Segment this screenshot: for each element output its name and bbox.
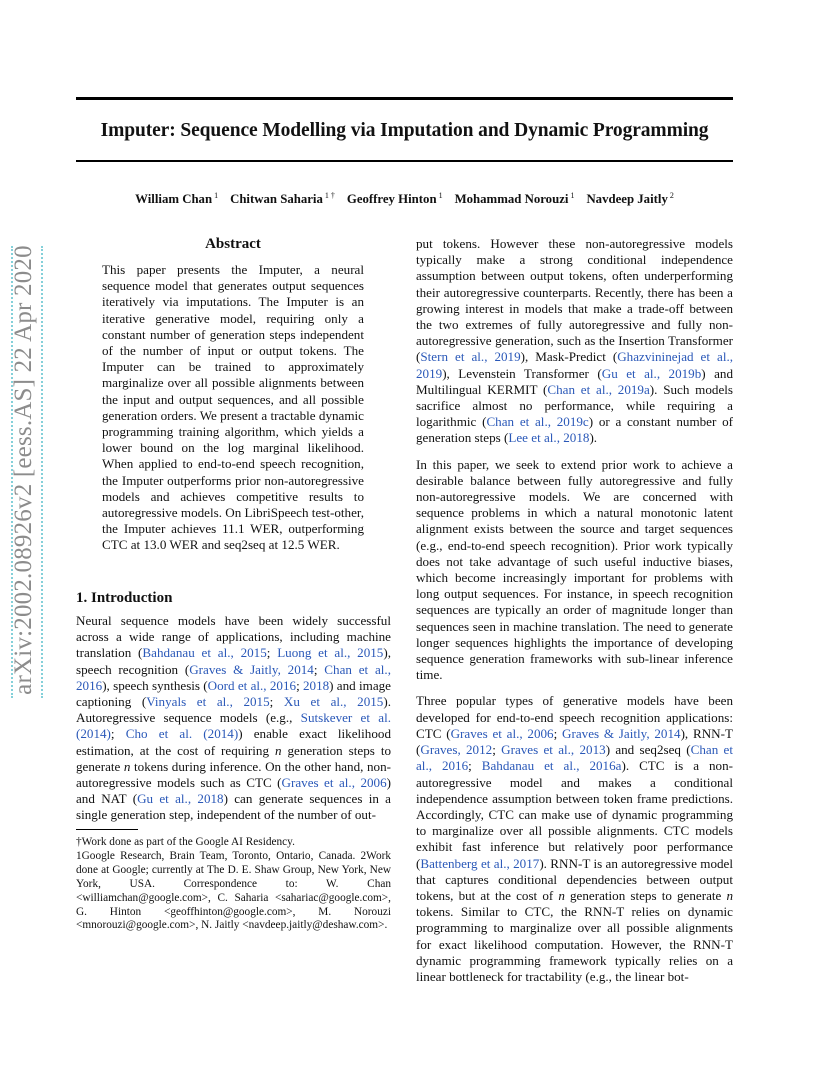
abstract-heading: Abstract — [205, 236, 261, 252]
text-run: ; — [313, 661, 325, 677]
citation-link[interactable]: Cho et al. (2014) — [125, 726, 239, 742]
author-name: Geoffrey Hinton $^1$ — [346, 191, 443, 206]
text-run: ) and Multilingual KERMIT ( — [416, 365, 733, 397]
text-run: ; — [269, 694, 284, 710]
citation-link[interactable]: Stern et al., 2019 — [420, 349, 521, 365]
text-run: ). Autoregressive sequence models (e.g., — [76, 694, 391, 726]
right-column-text — [416, 236, 733, 995]
citation-link[interactable]: Lee et al., 2018 — [508, 430, 590, 446]
author-affiliation-mark: 2 — [667, 191, 674, 200]
text-run: ). RNN-T is an autoregressive model that captures conditional dependencies between output tokens, but at the cost of — [416, 855, 733, 903]
paragraph — [416, 693, 733, 985]
citation-link[interactable]: Ghazvininejad et al., 2019 — [416, 349, 734, 381]
math-variable: n — [726, 887, 733, 903]
text-run: ; — [110, 726, 126, 742]
citation-link[interactable]: Oord et al., 2016 — [207, 677, 297, 693]
paragraph — [416, 457, 733, 684]
text-run: generation steps to generate — [564, 887, 727, 903]
citation-link[interactable]: Xu et al., 2015 — [283, 694, 384, 710]
citation-link[interactable]: Bahdanau et al., 2016a — [481, 758, 622, 774]
author-affiliation-mark: 1 — [436, 191, 443, 200]
text-run: ; — [553, 725, 563, 741]
text-run: ), Mask-Predict ( — [520, 349, 618, 365]
citation-link[interactable]: Chan et al., 2019a — [547, 381, 650, 397]
text-run: ). CTC is a non-autoregressive model and makes a conditional independence assumption between token frame predictions. Accordingly, CTC can make use of dynamic programming to marginalize over all possible alignments. CTC models exhibit fast inference but relatively poor performance ( — [416, 758, 733, 871]
citation-link[interactable]: 2018 — [302, 677, 330, 693]
text-run: ), speech recognition ( — [76, 645, 391, 677]
citation-link[interactable]: Graves et al., 2006 — [281, 775, 387, 791]
citation-link[interactable]: Chan et al., 2016 — [76, 661, 391, 693]
section-heading-introduction: 1. Introduction — [76, 590, 173, 606]
math-variable: n — [274, 742, 282, 758]
introduction-text — [76, 613, 391, 824]
text-run: ; — [266, 645, 278, 661]
text-run: ). — [589, 430, 598, 446]
text-run: Neural sequence models have been widely successful across a wide range of applications, including machine translation ( — [76, 613, 391, 661]
author-name: William Chan $^1$ — [135, 191, 219, 206]
citation-link[interactable]: Graves et al., 2013 — [501, 742, 606, 758]
footnote-affiliations: 1Google Research, Brain Team, Toronto, Ontario, Canada. 2Work done at Google; currently at The D. E. Shaw Group, New York, New York, USA. Correspondence to: W. Chan <williamchan@google.com>, C. Saharia <sahariac@google.com>, G. Hinton <geoffhinton@google.com>, M. Norouzi <mnorouzi@google.com>, N. Jaitly <navdeep.jaitly@deshaw.com>. — [76, 849, 391, 932]
text-run: tokens during inference. On the other hand, non-autoregressive models such as CTC ( — [76, 758, 391, 791]
text-run: ; — [468, 758, 482, 774]
text-run: ; — [492, 742, 502, 758]
footnote-residency: †Work done as part of the Google AI Residency. — [76, 836, 295, 848]
citation-link[interactable]: Battenberg et al., 2017 — [420, 855, 540, 871]
text-run: ) can generate sequences in a single generation step, independent of the number of out- — [76, 791, 391, 823]
text-run: generation steps to generate — [76, 742, 391, 774]
title-top-rule — [76, 97, 733, 100]
citation-link[interactable]: Gu et al., 2018 — [137, 791, 224, 807]
citation-link[interactable]: Bahdanau et al., 2015 — [142, 645, 267, 661]
footnote-rule — [76, 829, 138, 830]
text-run: In this paper, we seek to extend prior work to achieve a desirable balance between fully autoregressive and fully non-autoregressive models. We are concerned with sequence problems in which a natural monotonic latent alignment exists between the source and target sequences (e.g., end-to-end speech recognition). Prior work typically does not take advantage of such useful inductive biases, which become increasingly important for problems with long output sequences. For instance, in speech recognition sequences are typically an order of magnitude longer than sequences seen in machine translation. The need to generate longer sequences highlights the importance of developing sequence generation frameworks with sub-linear inference time. — [416, 456, 733, 683]
text-run: ), RNN-T ( — [416, 725, 733, 758]
text-run: ), speech synthesis ( — [102, 677, 208, 693]
citation-link[interactable]: Chan et al., 2019c — [486, 414, 589, 430]
author-affiliation-mark: 1 — [212, 191, 219, 200]
citation-link[interactable]: Gu et al., 2019b — [601, 365, 702, 381]
text-run: put tokens. However these non-autoregressive models typically make a strong conditional independence assumption between output tokens, often underperforming their autoregressive counterparts. Recently, there has been a growing interest in models that make a trade-off between the two extremes of fully autoregressive and fully non-autoregressive generation, such as the Insertion Transformer ( — [416, 236, 733, 365]
author-affiliation-mark: 1 — [568, 191, 575, 200]
footnotes — [76, 836, 391, 933]
text-run: Three popular types of generative models have been developed for end-to-end speech recognition applications: CTC ( — [416, 693, 733, 741]
author-name: Mohammad Norouzi $^1$ — [454, 191, 575, 206]
title-bottom-rule — [76, 160, 733, 162]
text-run: ; — [296, 677, 303, 693]
citation-link[interactable]: Luong et al., 2015 — [277, 645, 384, 661]
text-run: ) and NAT ( — [76, 775, 392, 807]
paragraph — [416, 236, 733, 447]
citation-link[interactable]: Graves, 2012 — [420, 742, 493, 758]
text-run: ) or a constant number of generation steps ( — [416, 414, 733, 446]
author-list — [76, 191, 733, 207]
paper-title: Imputer: Sequence Modelling via Imputation and Dynamic Programming — [100, 120, 709, 141]
arxiv-identifier[interactable]: arXiv:2002.08926v2 [eess.AS] 22 Apr 2020 — [10, 245, 37, 695]
text-run: ) and seq2seq ( — [605, 742, 691, 758]
text-run: ) and image captioning ( — [76, 677, 391, 710]
text-run: tokens. Similar to CTC, the RNN-T relies on dynamic programming to marginalize over all possible alignments for exact likelihood computation. However, the RNN-T dynamic programming framework typically relies on a linear bottleneck for tractability (e.g., the linear bot- — [416, 904, 733, 984]
citation-link[interactable]: Vinyals et al., 2015 — [146, 694, 270, 710]
citation-link[interactable]: Graves & Jaitly, 2014 — [562, 725, 681, 741]
abstract-text: This paper presents the Imputer, a neural sequence model that generates output sequences iteratively via imputations. The Imputer is an iterative generative model, requiring only a constant number of generation steps independent of the number of input or output tokens. The Imputer can be trained to approximately marginalize over all possible alignments between the input and output sequences, and all possible generation orders. We present a tractable dynamic programming training algorithm, which yields a lower bound on the log marginal likelihood. When applied to end-to-end speech recognition, the Imputer outperforms prior non-autoregressive models and achieves competitive results to autoregressive models. On LibriSpeech test-other, the Imputer achieves 11.1 WER, outperforming CTC at 13.0 WER and seq2seq at 12.5 WER. — [102, 262, 365, 553]
author-name: Navdeep Jaitly $^2$ — [586, 191, 674, 206]
text-run: ) enable exact likelihood estimation, at the cost of requiring — [76, 726, 391, 758]
author-name: Chitwan Saharia $^{1 \dagger}$ — [230, 191, 335, 206]
text-run: ). Such models sacrifice almost no performance, while requiring a logarithmic ( — [416, 381, 734, 430]
citation-link[interactable]: Graves & Jaitly, 2014 — [189, 661, 314, 677]
text-run: ), Levenstein Transformer ( — [442, 365, 602, 381]
citation-link[interactable]: Chan et al., 2016 — [416, 742, 733, 774]
citation-link[interactable]: Graves et al., 2006 — [450, 725, 554, 741]
math-variable: n — [123, 758, 131, 774]
citation-link[interactable]: Sutskever et al. (2014) — [76, 710, 391, 742]
math-variable: n — [558, 887, 565, 903]
author-affiliation-mark: 1 † — [322, 191, 335, 200]
